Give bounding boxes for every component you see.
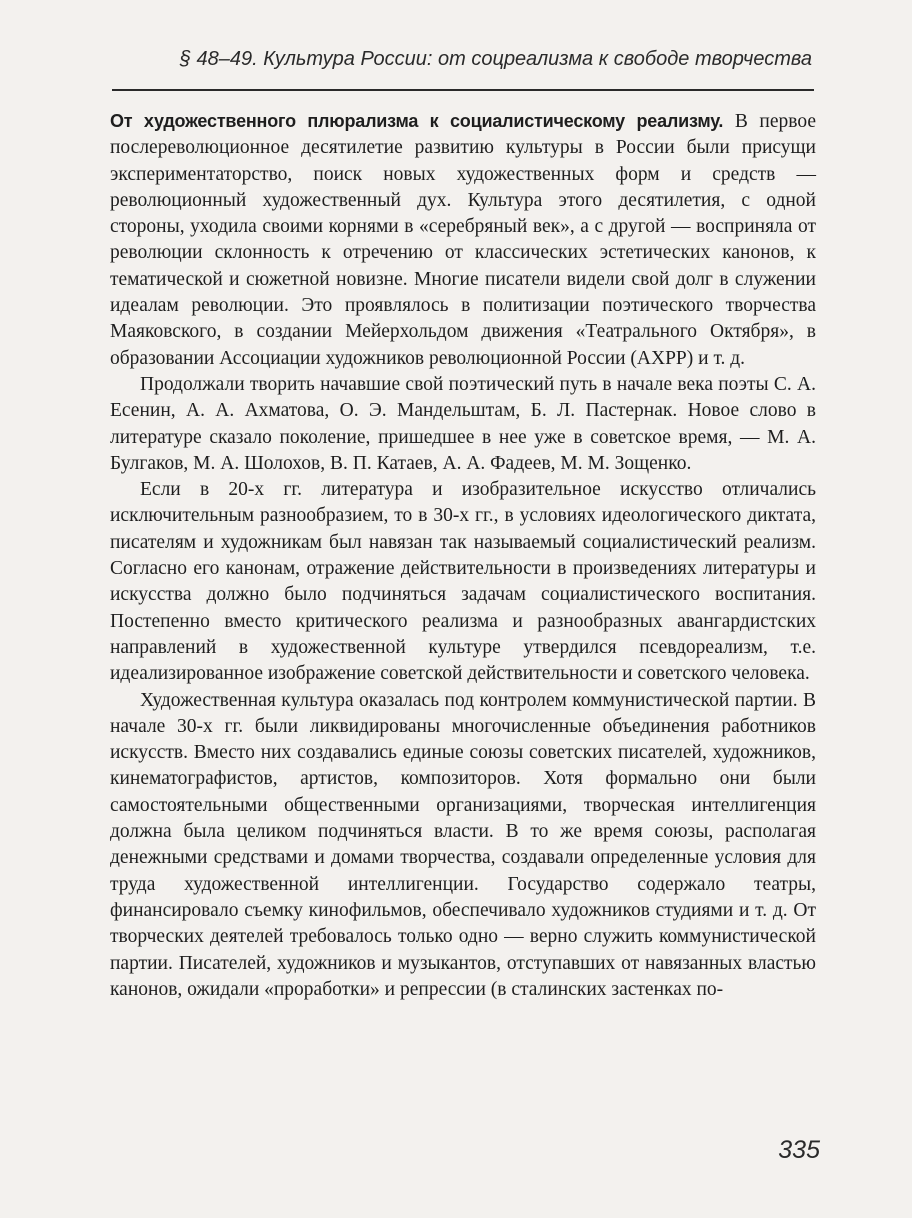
running-header: § 48–49. Культура России: от соцреализма к свободе творчества [179,48,812,70]
paragraph-1-text: В первое послереволюционное десятилетие развитию культуры в России были присущи экспериментаторство, поиск новых художественных форм и средств — революционный художественный дух. Культура этого десятилетия, с одной стороны, уходила своими корнями в «серебряный век», а с другой — восприняла от революции склонность к отречению от классических эстетических канонов, к тематической и сюжетной новизне. Многие писатели видели свой долг в служении идеалам революции. Это проявлялось в политизации поэтического творчества Маяковского, в создании Мейерхольдом движения «Театрального Октября», в образовании Ассоциации художников революционной России (АХРР) и т. д. [110,111,816,369]
paragraph-3: Если в 20-х гг. литература и изобразительное искусство отличались исключительным разнообразием, то в 30-х гг., в условиях идеологического диктата, писателям и художникам был навязан так называемый социалистический реализм. Согласно его канонам, отражение действительности в произведениях литературы и искусства должно было подчиняться задачам социалистического воспитания. Постепенно вместо критического реализма и разнообразных авангардистских направлений в художественной культуре утвердился псевдореализм, т.е. идеализированное изображение советской действительности и советского человека. [110,479,816,685]
section-heading: От художественного плюрализма к социалистическому реализму. [110,111,724,131]
paragraph-2: Продолжали творить начавшие свой поэтический путь в начале века поэты С. А. Есенин, А. А. Ахматова, О. Э. Мандельштам, Б. Л. Пастернак. Новое слово в литературе сказало поколение, пришедшее в нее уже в советское время, — М. А. Булгаков, М. А. Шолохов, В. П. Катаев, А. А. Фадеев, М. М. Зощенко. [110,373,816,474]
page-number: 335 [778,1136,820,1164]
header-rule [112,89,814,91]
paragraph-1 [110,108,816,372]
main-text [110,108,816,1003]
paragraph-4: Художественная культура оказалась под контролем коммунистической партии. В начале 30-х гг. были ликвидированы многочисленные объединения работников искусств. Вместо них создавались единые союзы советских писателей, художников, кинематографистов, артистов, композиторов. Хотя формально они были самостоятельными общественными организациями, творческая интеллигенция должна была целиком подчиняться власти. В то же время союзы, располагая денежными средствами и домами творчества, создавали определенные условия для труда художественной интеллигенции. Государство содержало театры, финансировало съемку кинофильмов, обеспечивало художников студиями и т. д. От творческих деятелей требовалось только одно — верно служить коммунистической партии. Писателей, художников и музыкантов, отступавших от навязанных властью канонов, ожидали «проработки» и репрессии (в сталинских застенках по- [110,689,816,1000]
